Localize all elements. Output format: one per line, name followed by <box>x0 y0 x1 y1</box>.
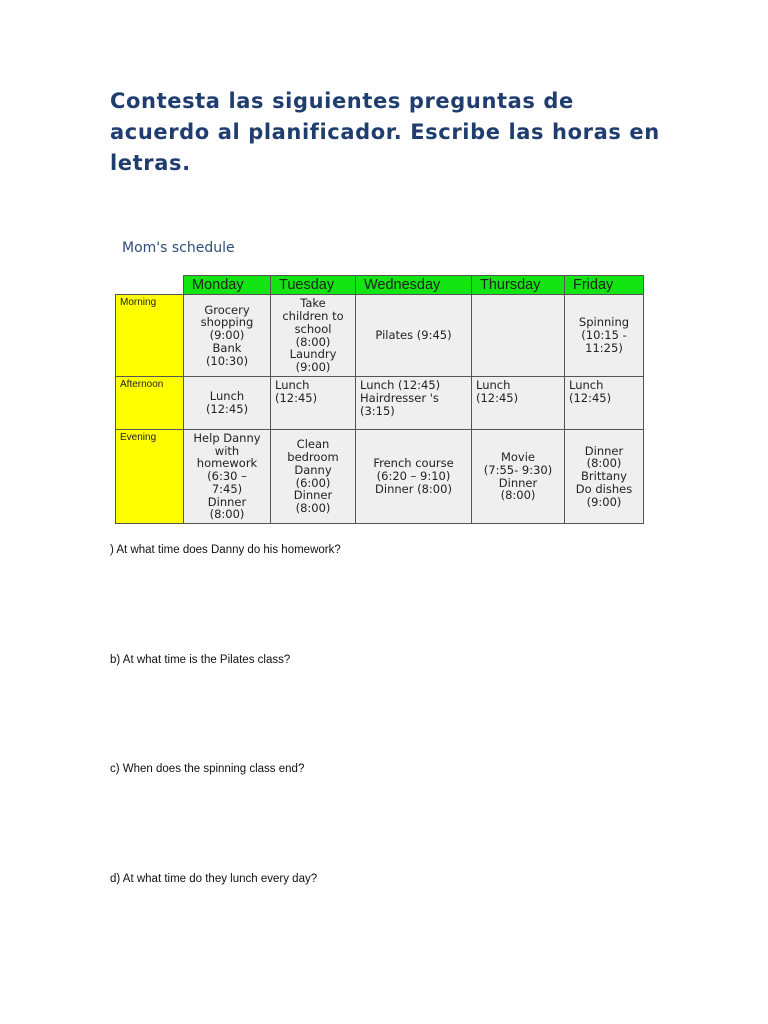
period-label-evening: Evening <box>116 430 184 524</box>
table-cell: Clean bedroom Danny (6:00) Dinner (8:00) <box>271 430 356 524</box>
question-d: d) At what time do they lunch every day? <box>110 873 318 885</box>
table-cell: French course (6:20 – 9:10) Dinner (8:00) <box>356 430 472 524</box>
table-cell: Lunch (12:45) <box>472 377 565 430</box>
period-label-morning: Morning <box>116 295 184 377</box>
page-title: Contesta las siguientes preguntas de acuerdo al planificador. Escribe las horas en letras. <box>110 89 660 175</box>
table-cell <box>472 295 565 377</box>
question-b: b) At what time is the Pilates class? <box>110 654 291 666</box>
table-cell: Help Danny with homework (6:30 – 7:45) Dinner (8:00) <box>184 430 271 524</box>
table-row-afternoon <box>116 377 644 430</box>
table-cell: Pilates (9:45) <box>356 295 472 377</box>
table-cell: Lunch (12:45) <box>565 377 644 430</box>
day-header-tuesday: Tuesday <box>271 276 356 295</box>
table-cell: Movie (7:55- 9:30) Dinner (8:00) <box>472 430 565 524</box>
schedule-table <box>115 275 644 524</box>
day-header-wednesday: Wednesday <box>356 276 472 295</box>
table-cell: Lunch (12:45) <box>184 377 271 430</box>
table-cell: Lunch (12:45) <box>271 377 356 430</box>
table-corner <box>116 276 184 295</box>
table-row-evening <box>116 430 644 524</box>
table-cell: Spinning (10:15 - 11:25) <box>565 295 644 377</box>
period-label-afternoon: Afternoon <box>116 377 184 430</box>
question-c: c) When does the spinning class end? <box>110 763 305 775</box>
table-cell: Lunch (12:45) Hairdresser 's (3:15) <box>356 377 472 430</box>
table-cell: Dinner (8:00) Brittany Do dishes (9:00) <box>565 430 644 524</box>
day-header-friday: Friday <box>565 276 644 295</box>
question-a: ) At what time does Danny do his homework? <box>110 544 341 556</box>
day-header-monday: Monday <box>184 276 271 295</box>
day-header-thursday: Thursday <box>472 276 565 295</box>
table-cell: Grocery shopping (9:00) Bank (10:30) <box>184 295 271 377</box>
table-cell: Take children to school (8:00) Laundry (9:00) <box>271 295 356 377</box>
table-row-morning <box>116 295 644 377</box>
schedule-title: Mom's schedule <box>122 240 235 256</box>
